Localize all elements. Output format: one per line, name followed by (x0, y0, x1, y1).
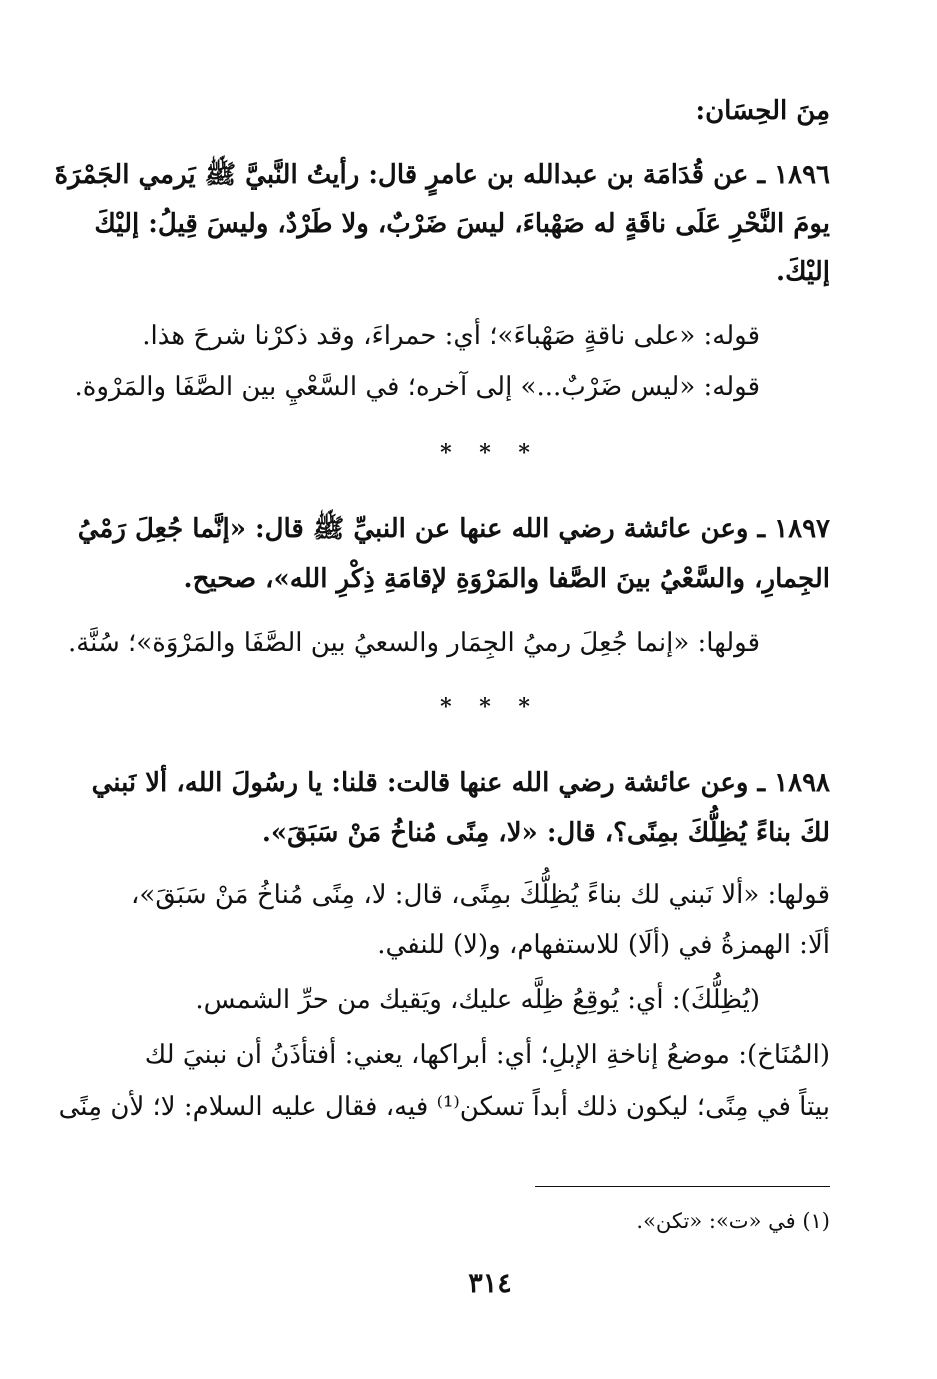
hadith-1896-line-1: ١٨٩٦ ـ عن قُدَامَة بن عبدالله بن عامرٍ قال: رأيتُ النَّبيَّ ﷺ يَرمي الجَمْرَةَ (54, 160, 830, 190)
commentary-line: قولها: «إنما جُعِلَ رميُ الجِمَار والسعيُ بين الصَّفَا والمَرْوَة»؛ سُنَّة. (67, 628, 760, 658)
commentary-line: (المُنَاخ): موضعُ إناخةِ الإبلِ؛ أي: أبراكها، يعني: أفتأذَنُ أن نبنيَ لك (144, 1040, 830, 1070)
hadith-1897-line-1: ١٨٩٧ ـ وعن عائشة رضي الله عنها عن النبيِّ ﷺ قال: «إنَّما جُعِلَ رَمْيُ (77, 514, 830, 544)
hadith-1897-line-2: الجِمارِ، والسَّعْيُ بينَ الصَّفا والمَرْوَةِ لإقامَةِ ذِكْرِ الله»، صحيح. (183, 564, 830, 594)
commentary-line: ألَا: الهمزةُ في (ألَا) للاستفهام، و(لا) للنفي. (377, 930, 830, 960)
section-separator: * * * (440, 694, 540, 720)
commentary-line: قوله: «على ناقةٍ صَهْباءَ»؛ أي: حمراءَ، وقد ذكرْنا شرحَ هذا. (142, 321, 760, 351)
footnote: (١) في «ت»: «تكن». (636, 1209, 830, 1233)
book-page (54, 0, 830, 1379)
hadith-1896-line-2: يومَ النَّحْرِ عَلَى ناقَةٍ له صَهْباءَ، ليسَ ضَرْبٌ، ولا طَرْدٌ، وليسَ قِيلُ: إليْكَ (94, 209, 830, 239)
commentary-line: قولها: «ألا نَبني لك بناءً يُظِلُّكَ بمِنًى، قال: لا، مِنًى مُناخُ مَنْ سَبَقَ»، (131, 880, 830, 910)
commentary-line: (يُظِلُّكَ): أي: يُوقِعُ ظِلَّه عليك، ويَقيك من حرِّ الشمس. (195, 985, 760, 1015)
page-number: ٣١٤ (468, 1268, 512, 1299)
hadith-1898-line-1: ١٨٩٨ ـ وعن عائشة رضي الله عنها قالت: قلنا: يا رسُولَ الله، ألا نَبني (91, 768, 830, 798)
section-separator: * * * (440, 440, 540, 466)
commentary-line: قوله: «ليس ضَرْبٌ...» إلى آخره؛ في السَّعْيِ بين الصَّفَا والمَرْوة. (74, 372, 760, 402)
hadith-1896-line-3: إليْكَ. (776, 257, 830, 287)
hadith-1898-line-2: لكَ بناءً يُظِلُّكَ بمِنًى؟، قال: «لا، مِنًى مُناخُ مَنْ سَبَقَ». (261, 818, 830, 848)
commentary-line: بيتاً في مِنًى؛ ليكون ذلك أبداً تسكن⁽¹⁾ فيه، فقال عليه السلام: لا؛ لأن مِنًى (58, 1092, 830, 1122)
section-heading: مِنَ الحِسَان: (695, 96, 830, 126)
footnote-rule (535, 1186, 830, 1187)
